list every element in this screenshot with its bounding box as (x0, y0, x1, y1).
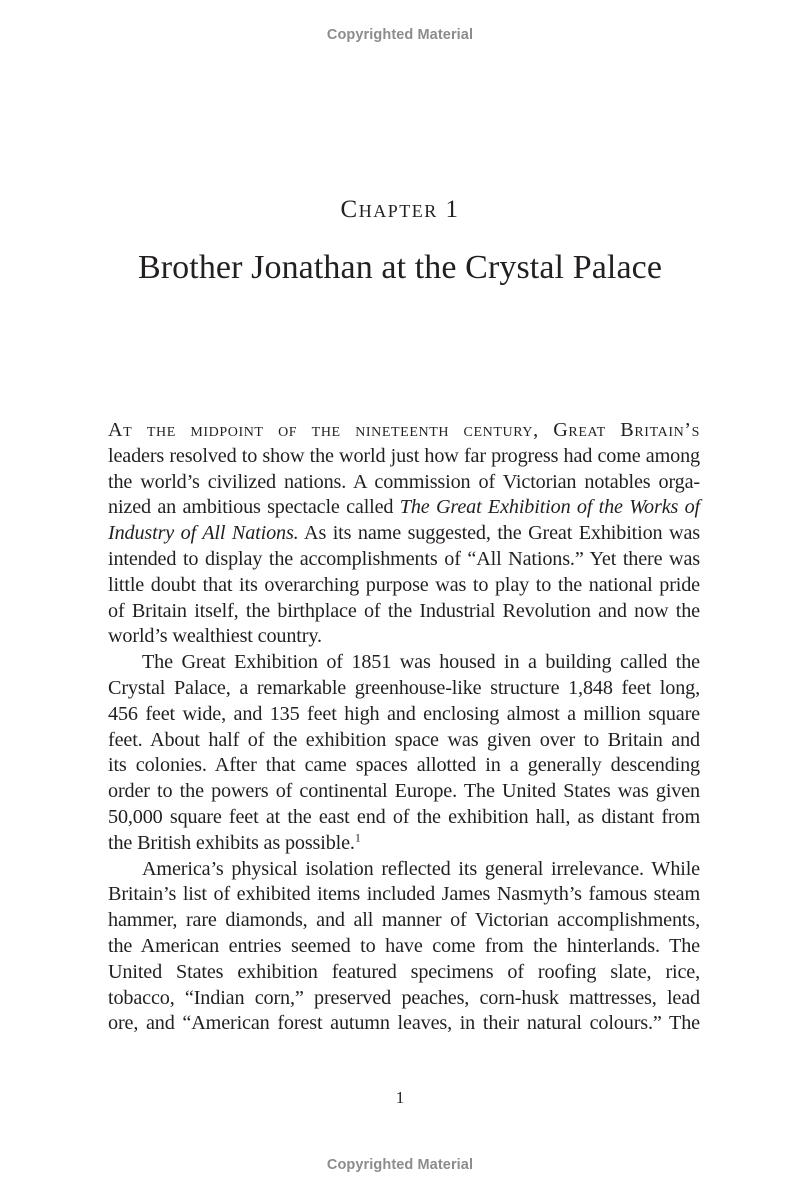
text-line (108, 676, 700, 702)
text-run: the world’s civilized nations. A commission of Victorian notables orga- (108, 470, 700, 493)
text-line (108, 547, 700, 573)
text-run: hammer, rare diamonds, and all manner of Victorian accomplishments, (108, 909, 700, 932)
text-run: intended to display the accomplishments of “All Nations.” Yet there was (108, 547, 700, 570)
text-run: its colonies. After that came spaces allotted in a generally descending (108, 754, 700, 777)
text-line (108, 857, 700, 883)
chapter-label: Chapter 1 (340, 196, 460, 223)
copyright-watermark-top: Copyrighted Material (326, 27, 474, 43)
text-line (108, 624, 700, 650)
text-run: nized an ambitious spectacle called (108, 496, 400, 519)
paragraph (108, 650, 700, 856)
text-line (108, 599, 700, 625)
text-run: little doubt that its overarching purpose was to play to the national pride (108, 573, 700, 596)
text-line (108, 960, 700, 986)
text-line (108, 805, 700, 831)
text-run: tobacco, “Indian corn,” preserved peaches, corn-husk mattresses, lead (108, 986, 700, 1009)
text-run: ore, and “American forest autumn leaves, in their natural colours.” The (108, 1012, 700, 1035)
text-run: 50,000 square feet at the east end of the exhibition hall, as distant from (108, 805, 700, 828)
text-run: Industry of All Nations. (108, 522, 299, 545)
text-run: As its name suggested, the Great Exhibition was (298, 522, 700, 545)
chapter-title: Brother Jonathan at the Crystal Palace (137, 249, 663, 286)
text-line (108, 831, 700, 857)
text-line (108, 650, 700, 676)
text-run: America’s physical isolation reflected its general irrelevance. While (142, 857, 700, 880)
text-line (108, 521, 700, 547)
text-run: the British exhibits as possible. (108, 831, 355, 854)
text-run: Britain’s list of exhibited items included James Nasmyth’s famous steam (108, 883, 700, 906)
text-line (108, 753, 700, 779)
text-run: world’s wealthiest country. (108, 625, 322, 648)
text-line (108, 1011, 700, 1037)
text-run: United States exhibition featured specimens of roofing slate, rice, (108, 960, 700, 983)
copyright-watermark-bottom: Copyrighted Material (326, 1157, 474, 1173)
chapter-body-text (108, 418, 700, 1037)
text-run: 456 feet wide, and 135 feet high and enclosing almost a million square (108, 702, 700, 725)
text-run: the American entries seemed to have come from the hinterlands. The (108, 934, 700, 957)
text-line (108, 934, 700, 960)
text-line (108, 908, 700, 934)
page-number: 1 (395, 1088, 405, 1107)
text-line (108, 728, 700, 754)
text-line (108, 418, 700, 444)
text-run: feet. About half of the exhibition space was given over to Britain and (108, 728, 700, 751)
footnote-marker: 1 (354, 830, 361, 845)
text-line (108, 986, 700, 1012)
text-line (108, 779, 700, 805)
text-run: Crystal Palace, a remarkable greenhouse-like structure 1,848 feet long, (108, 676, 700, 699)
text-run: order to the powers of continental Europe. The United States was given (108, 780, 700, 803)
text-line (108, 495, 700, 521)
text-line (108, 573, 700, 599)
text-line (108, 882, 700, 908)
text-line (108, 470, 700, 496)
text-run: The Great Exhibition of 1851 was housed in a building called the (142, 651, 700, 674)
text-run: leaders resolved to show the world just how far progress had come among (108, 444, 700, 467)
text-run: The Great Exhibition of the Works of (399, 496, 700, 519)
text-line (108, 444, 700, 470)
paragraph (108, 418, 700, 650)
text-run: At the midpoint of the nineteenth century, Great Britain’s (108, 419, 700, 441)
paragraph (108, 857, 700, 1038)
text-line (108, 702, 700, 728)
text-run: of Britain itself, the birthplace of the Industrial Revolution and now the (108, 599, 700, 622)
